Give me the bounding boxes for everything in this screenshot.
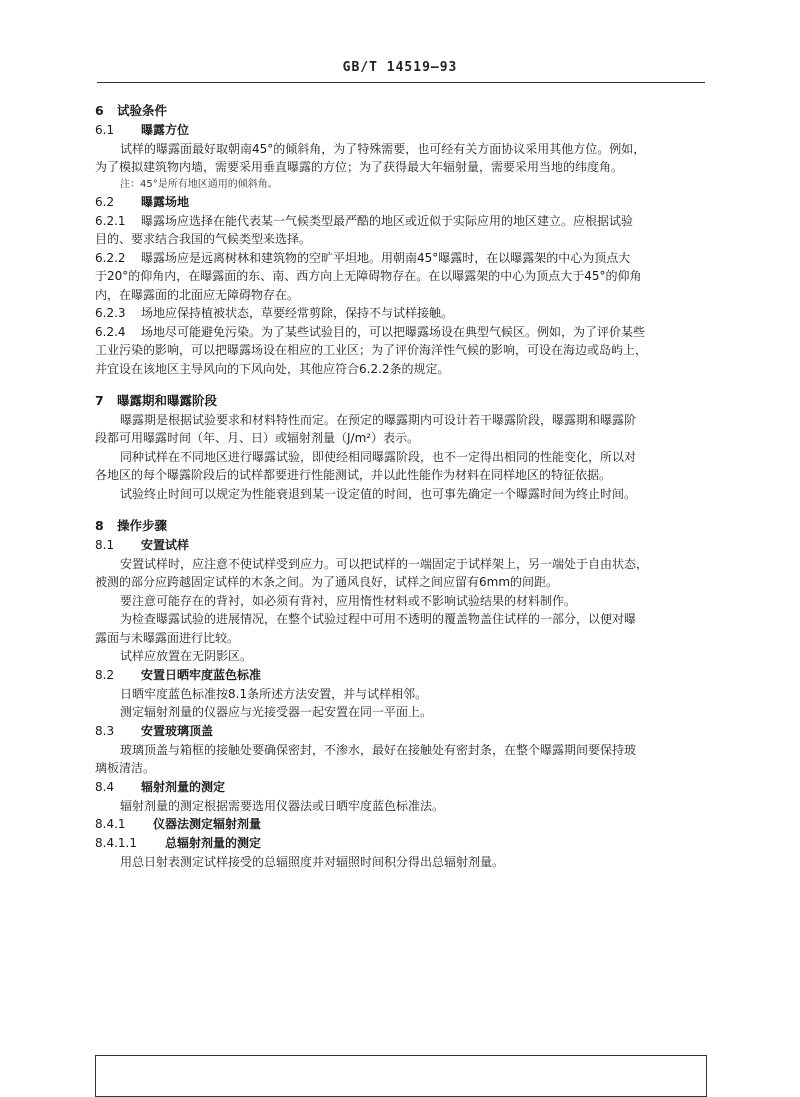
- paragraph-line: 试样应放置在无阴影区。: [120, 649, 253, 663]
- paragraph-line: 试验终止时间可以规定为性能衰退到某一设定值的时间，也可事先确定一个曝露时间为终止时间。: [120, 486, 637, 501]
- section-heading: [95, 102, 707, 121]
- heading-number: 6: [95, 103, 104, 118]
- header-rule: [97, 82, 705, 83]
- paragraph-line: 同种试样在不同地区进行曝露试验，即使经相同曝露阶段，也不一定得出相同的性能变化，所以对: [120, 449, 637, 464]
- document-body: [95, 102, 707, 872]
- section-heading: [95, 392, 707, 411]
- paragraph-line: 为了模拟建筑物内墙，需要采用垂直曝露的方位；为了获得最大年辐射量，需要采用当地的纬度角。: [95, 160, 624, 174]
- heading-title: 辐射剂量的测定: [141, 779, 226, 794]
- clause-line: [95, 212, 707, 231]
- heading-number: 8.4: [95, 779, 115, 794]
- paragraph-line: 露面与未曝露面进行比较。: [95, 630, 240, 645]
- subsection-heading: [95, 778, 707, 797]
- heading-number: 6.1: [95, 122, 115, 137]
- heading-number: 8.3: [95, 723, 115, 738]
- paragraph-line: 璃板清洁。: [95, 761, 156, 775]
- clause-number: 6.2.2: [95, 250, 126, 265]
- paragraph-line: 用总日射表测定试样接受的总辐照度并对辐照时间积分得出总辐射剂量。: [120, 855, 505, 869]
- heading-number: 8.4.1.1: [95, 836, 137, 850]
- standard-code-header: GB/T 14519—93: [342, 60, 458, 75]
- heading-number: 8.1: [95, 537, 115, 552]
- heading-number: 6.2: [95, 194, 115, 209]
- heading-number: 8: [95, 518, 104, 533]
- paragraph-line: 玻璃顶盖与箱框的接触处要确保密封，不渗水，最好在接触处有密封条，在整个曝露期间要保持玻: [120, 742, 637, 757]
- paragraph-line: 试样的曝露面最好取朝南45°的倾斜角，为了特殊需要，也可经有关方面协议采用其他方位。例如，: [120, 141, 646, 156]
- subsection-heading: [95, 815, 707, 834]
- clause-number: 6.2.1: [95, 213, 126, 228]
- clause-text: 场地尽可能避免污染。为了某些试验目的，可以把曝露场设在典型气候区。例如，为了评价某些: [141, 324, 646, 339]
- clause-text: 场地应保持植被状态，草要经常剪除，保持不与试样接触。: [141, 306, 454, 320]
- clause-text: 曝露场应选择在能代表某一气候类型最严酷的地区或近似于实际应用的地区建立。应根据试验: [141, 213, 634, 228]
- heading-title: 操作步骤: [117, 518, 168, 533]
- paragraph-line: 要注意可能存在的背衬，如必须有背衬，应用惰性材料或不影响试验结果的材料制作。: [120, 593, 577, 608]
- section-heading: [95, 517, 707, 536]
- heading-title: 安置玻璃顶盖: [141, 723, 214, 738]
- paragraph-line: 各地区的每个曝露阶段后的试样都要进行性能测试，并以此性能作为材料在同样地区的特征依据。: [95, 468, 612, 482]
- note-text: 注：45°是所有地区通用的倾斜角。: [120, 178, 278, 190]
- clause-text: 曝露场应是远离树林和建筑物的空旷平坦地。用朝南45°曝露时，在以曝露架的中心为顶点大: [141, 250, 631, 265]
- paragraph-line: 被测的部分应跨越固定试样的木条之间。为了通风良好，试样之间应留有6mm的间距。: [95, 575, 559, 589]
- clause-line: [95, 304, 707, 323]
- heading-number: 8.4.1: [95, 817, 126, 831]
- subsection-heading: [95, 536, 707, 555]
- subsection-heading: [95, 666, 707, 685]
- clause-number: 6.2.3: [95, 306, 126, 320]
- paragraph-line: 并宜设在该地区主导风向的下风向处，其他应符合6.2.2条的规定。: [95, 361, 450, 376]
- heading-title: 总辐射剂量的测定: [165, 836, 262, 850]
- paragraph-line: 为检查曝露试验的进展情况，在整个试验过程中可用不透明的覆盖物盖住试样的一部分，以便对曝: [120, 612, 637, 626]
- heading-title: 安置试样: [141, 537, 190, 552]
- heading-title: 安置日晒牢度蓝色标准: [141, 667, 262, 682]
- paragraph-line: 工业污染的影响，可以把曝露场设在相应的工业区；为了评价海洋性气候的影响，可设在海边或岛屿上，: [95, 343, 648, 357]
- paragraph-line: 于20°的仰角内，在曝露面的东、南、西方向上无障碍物存在。在以曝露架的中心为顶点大于45°的仰角: [95, 269, 642, 283]
- paragraph-line: 辐射剂量的测定根据需要选用仪器法或日晒牢度蓝色标准法。: [120, 798, 445, 813]
- subsection-heading: [95, 193, 707, 212]
- paragraph-line: 段都可用曝露时间（年、月、日）或辐射剂量（J/m²）表示。: [95, 431, 420, 445]
- heading-title: 曝露方位: [141, 122, 190, 137]
- paragraph-line: 目的、要求结合我国的气候类型来选择。: [95, 232, 312, 246]
- subsection-heading: [95, 121, 707, 140]
- paragraph-line: 安置试样时，应注意不使试样受到应力。可以把试样的一端固定于试样架上，另一端处于自由状态，: [120, 556, 649, 571]
- heading-title: 曝露期和曝露阶段: [117, 393, 218, 408]
- paragraph-line: 曝露期是根据试验要求和材料特性而定。在预定的曝露期内可设计若干曝露阶段，曝露期和曝露阶: [120, 412, 637, 427]
- paragraph-line: 日晒牢度蓝色标准按8.1条所述方法安置，并与试样相邻。: [120, 686, 428, 701]
- clause-line: [95, 249, 707, 268]
- clause-number: 6.2.4: [95, 324, 126, 339]
- paragraph-line: 内，在曝露面的北面应无障碍物存在。: [95, 287, 300, 302]
- heading-title: 曝露场地: [141, 194, 190, 209]
- heading-title: 仪器法测定辐射剂量: [153, 817, 262, 831]
- heading-number: 8.2: [95, 667, 115, 682]
- heading-title: 试验条件: [117, 103, 168, 118]
- subsection-heading: [95, 834, 707, 853]
- heading-number: 7: [95, 393, 104, 408]
- paragraph-line: 测定辐射剂量的仪器应与光接受器一起安置在同一平面上。: [120, 705, 433, 719]
- subsection-heading: [95, 722, 707, 741]
- clause-line: [95, 323, 707, 342]
